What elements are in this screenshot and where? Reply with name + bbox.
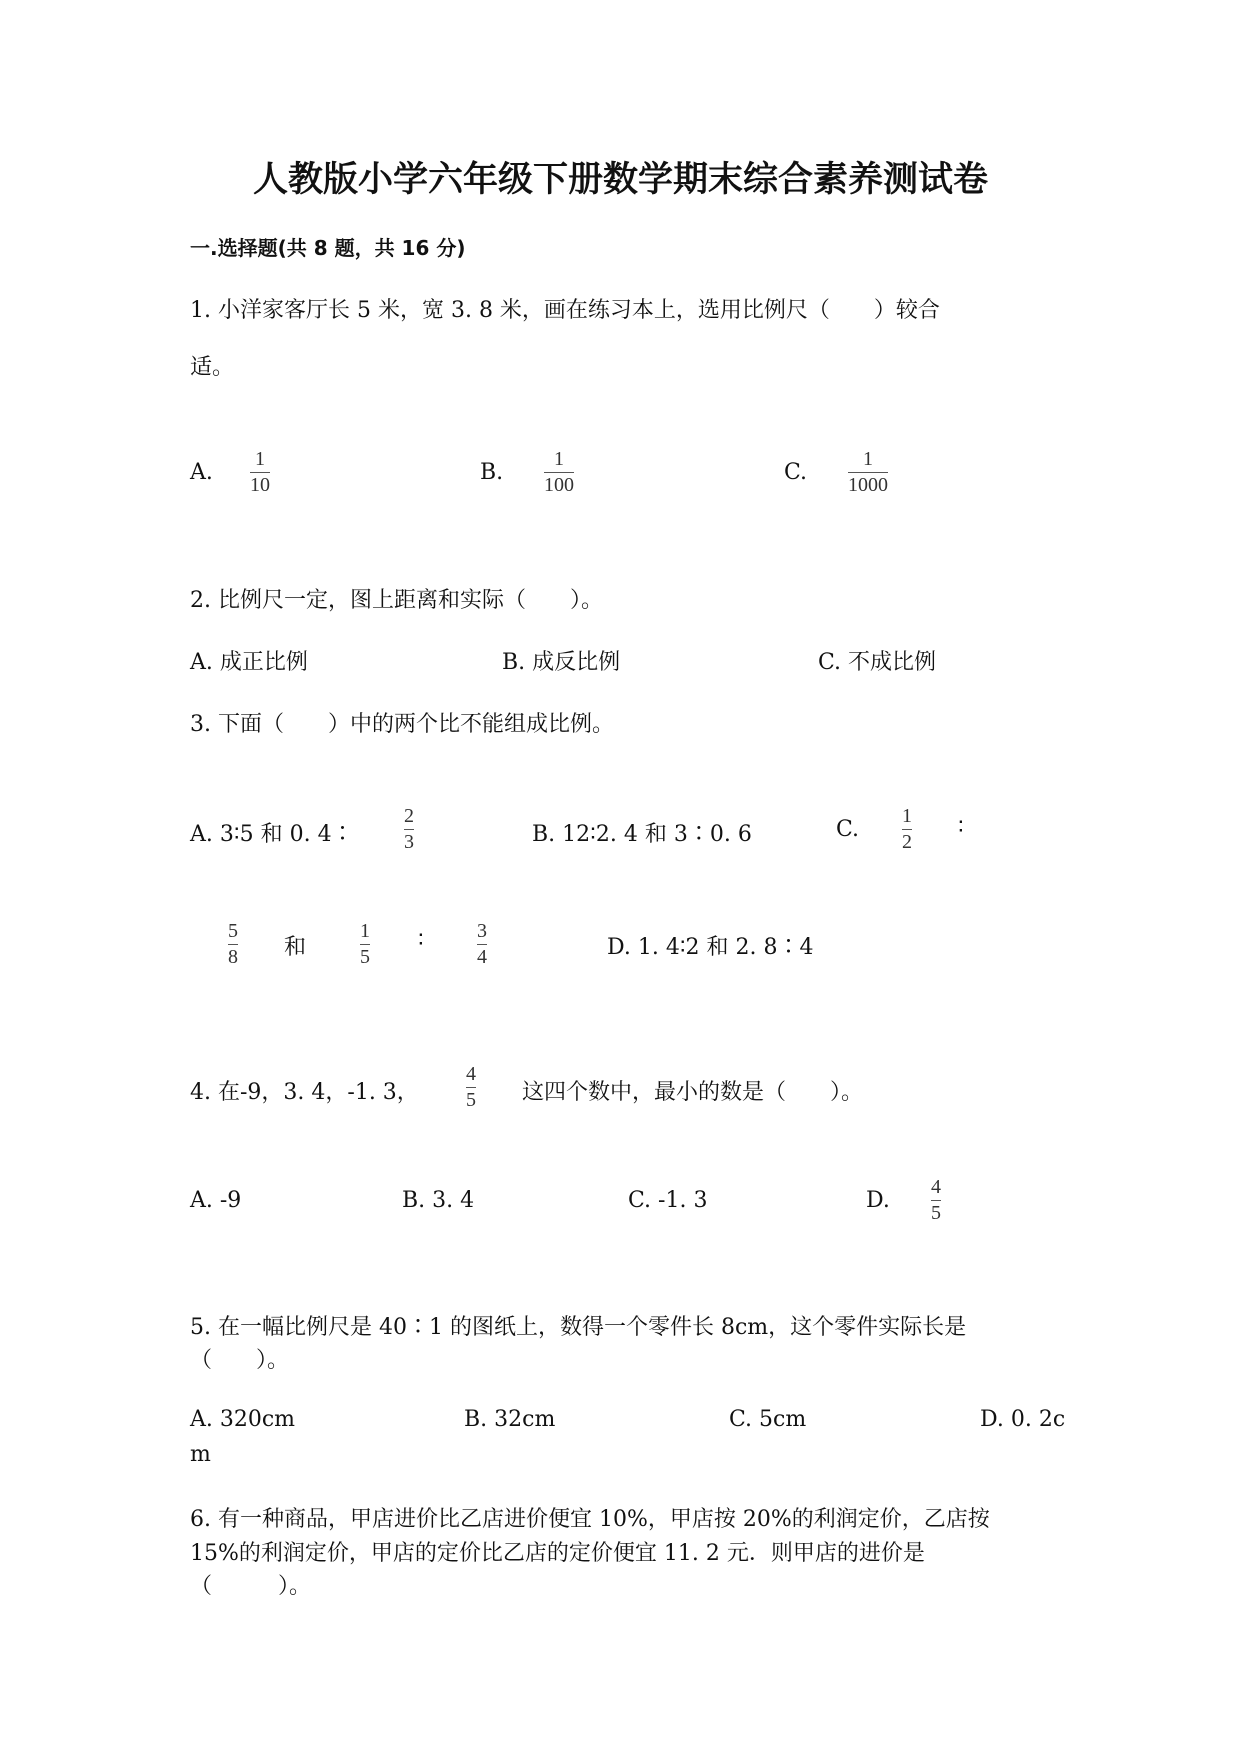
- denominator: 100: [544, 474, 574, 496]
- q5-stem-line1: 5. 在一幅比例尺是 40∶1 的图纸上，数得一个零件长 8cm，这个零件实际长是: [190, 1315, 967, 1340]
- q3-option-d: D. 1. 4∶2 和 2. 8∶4: [607, 935, 814, 960]
- q1-option-b-fraction: [544, 448, 574, 496]
- denominator: 5: [931, 1202, 941, 1224]
- q4-stem-part2: 这四个数中，最小的数是（ ）。: [522, 1080, 864, 1105]
- q4-option-c: C. -1. 3: [628, 1188, 708, 1213]
- numerator: 3: [477, 920, 487, 942]
- denominator: 8: [228, 946, 238, 968]
- q4-stem-part1: 4. 在-9，3. 4，-1. 3，: [190, 1080, 419, 1105]
- denominator: 1000: [848, 474, 888, 496]
- q3-option-c-fraction-4: [477, 920, 487, 968]
- q3-option-c-fraction-1: [902, 805, 912, 853]
- q5-option-c: C. 5cm: [729, 1407, 807, 1432]
- numerator: 5: [228, 920, 238, 942]
- section-heading: 一.选择题(共 8 题，共 16 分): [190, 236, 466, 260]
- page-title: 人教版小学六年级下册数学期末综合素养测试卷: [252, 160, 988, 200]
- numerator: 4: [466, 1063, 476, 1085]
- q3-option-c-fraction-2: [228, 920, 238, 968]
- numerator: 1: [863, 448, 873, 470]
- denominator: 10: [250, 474, 270, 496]
- q3-option-c-colon-2: ∶: [418, 928, 424, 953]
- numerator: 4: [931, 1176, 941, 1198]
- q4-stem-fraction: [466, 1063, 476, 1111]
- q3-option-c-fraction-3: [360, 920, 370, 968]
- q2-option-b: B. 成反比例: [502, 650, 621, 675]
- denominator: 5: [466, 1089, 476, 1111]
- q6-stem-line2: 15%的利润定价，甲店的定价比乙店的定价便宜 11. 2 元．则甲店的进价是: [190, 1541, 925, 1566]
- numerator: 1: [255, 448, 265, 470]
- q5-option-a: A. 320cm: [190, 1407, 296, 1432]
- q1-stem-line2: 适。: [190, 355, 235, 380]
- q3-stem: 3. 下面（ ）中的两个比不能组成比例。: [190, 712, 614, 737]
- numerator: 1: [902, 805, 912, 827]
- q4-option-a: A. -9: [190, 1188, 242, 1213]
- q3-option-a-fraction: [404, 805, 414, 853]
- q6-stem-line1: 6. 有一种商品，甲店进价比乙店进价便宜 10%，甲店按 20%的利润定价，乙店按: [190, 1507, 990, 1532]
- q2-stem: 2. 比例尺一定，图上距离和实际（ ）。: [190, 588, 603, 613]
- denominator: 2: [902, 831, 912, 853]
- denominator: 4: [477, 946, 487, 968]
- q4-option-d-fraction: [931, 1176, 941, 1224]
- numerator: 2: [404, 805, 414, 827]
- numerator: 1: [360, 920, 370, 942]
- q1-option-c-fraction: [848, 448, 888, 496]
- q1-option-a-fraction: [250, 448, 270, 496]
- q5-option-d: D. 0. 2c: [980, 1407, 1066, 1432]
- q3-option-a-text: A. 3∶5 和 0. 4∶: [190, 822, 354, 847]
- q1-option-a-label: A.: [190, 460, 213, 485]
- denominator: 5: [360, 946, 370, 968]
- q3-option-c-label: C.: [836, 817, 860, 842]
- numerator: 1: [554, 448, 564, 470]
- q4-option-b: B. 3. 4: [402, 1188, 475, 1213]
- q4-option-d-label: D.: [866, 1188, 890, 1213]
- q3-option-c-and: 和: [284, 935, 307, 960]
- q3-option-b: B. 12∶2. 4 和 3∶0. 6: [532, 822, 752, 847]
- q6-stem-line3: （ ）。: [190, 1574, 312, 1599]
- q5-option-b: B. 32cm: [464, 1407, 556, 1432]
- q2-option-a: A. 成正比例: [190, 650, 308, 675]
- q1-option-b-label: B.: [480, 460, 504, 485]
- q1-stem-line1: 1. 小洋家客厅长 5 米，宽 3. 8 米，画在练习本上，选用比例尺（ ）较合: [190, 298, 940, 323]
- q3-option-c-colon-1: ∶: [958, 815, 964, 840]
- q1-option-c-label: C.: [784, 460, 808, 485]
- denominator: 3: [404, 831, 414, 853]
- q5-option-d-wrap: m: [190, 1442, 211, 1467]
- q5-stem-line2: （ ）。: [190, 1348, 290, 1373]
- q2-option-c: C. 不成比例: [818, 650, 937, 675]
